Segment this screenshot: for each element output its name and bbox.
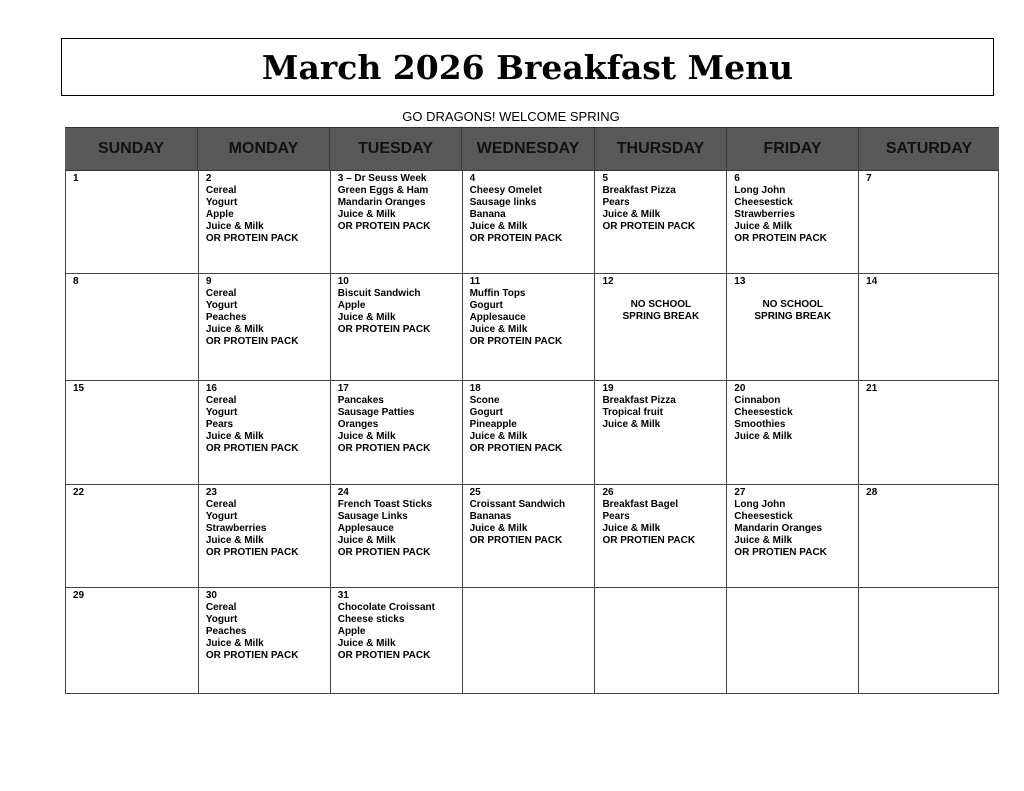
calendar-day-cell: [859, 381, 999, 484]
day-number: 10: [337, 276, 349, 287]
menu-item: Juice & Milk: [734, 535, 793, 546]
menu-item: OR PROTEIN PACK: [337, 221, 431, 232]
menu-item: OR PROTIEN PACK: [734, 547, 827, 558]
menu-item: Juice & Milk: [337, 312, 396, 323]
day-number: 14: [866, 276, 878, 287]
menu-item: Cheesestick: [734, 511, 793, 522]
weekday-header-wednesday: WEDNESDAY: [462, 128, 595, 170]
calendar-week-row: [66, 171, 999, 274]
menu-item: Juice & Milk: [734, 431, 793, 442]
menu-item: OR PROTIEN PACK: [205, 650, 299, 661]
menu-item: Croissant Sandwich: [469, 499, 566, 510]
menu-item: OR PROTIEN PACK: [205, 547, 299, 558]
weekday-header-row: [65, 127, 999, 171]
menu-item: Juice & Milk: [469, 523, 528, 534]
weekday-header-monday: MONDAY: [198, 128, 330, 170]
calendar-day-cell: [199, 171, 331, 273]
day-notice: SPRING BREAK: [622, 311, 700, 322]
menu-item: OR PROTEIN PACK: [469, 336, 563, 347]
calendar-day-cell: [66, 588, 199, 693]
menu-item: Yogurt: [205, 511, 238, 522]
menu-item: Cereal: [205, 185, 237, 196]
menu-item: Juice & Milk: [469, 431, 528, 442]
calendar-week-row: [66, 588, 999, 694]
weekday-header-friday: FRIDAY: [727, 128, 859, 170]
calendar-day-cell: [331, 588, 463, 693]
weekday-header-thursday: THURSDAY: [595, 128, 727, 170]
menu-item: Pears: [205, 419, 234, 430]
calendar-day-cell: [595, 274, 727, 380]
menu-item: Gogurt: [469, 300, 503, 311]
menu-item: Long John: [734, 499, 786, 510]
day-number: 1: [73, 173, 79, 184]
menu-item: Oranges: [337, 419, 379, 430]
menu-item: Scone: [469, 395, 500, 406]
menu-item: Juice & Milk: [337, 638, 396, 649]
day-number: 6: [734, 173, 740, 184]
menu-item: Yogurt: [205, 407, 238, 418]
menu-item: Pears: [602, 511, 630, 522]
menu-item: Green Eggs & Ham: [337, 185, 429, 196]
calendar-day-cell: [66, 171, 199, 273]
day-notice: NO SCHOOL: [630, 299, 692, 310]
day-number: 27: [734, 487, 746, 498]
calendar-week-row: [66, 485, 999, 588]
menu-item: Breakfast Pizza: [602, 185, 676, 196]
calendar-day-cell: [859, 171, 999, 273]
menu-item: Smoothies: [734, 419, 786, 430]
menu-item: OR PROTIEN PACK: [337, 650, 431, 661]
menu-item: Biscuit Sandwich: [337, 288, 421, 299]
day-number: 5: [602, 173, 608, 184]
menu-item: Juice & Milk: [205, 324, 264, 335]
menu-item: Juice & Milk: [205, 221, 264, 232]
menu-item: Sausage links: [469, 197, 537, 208]
calendar-day-cell: [331, 171, 463, 273]
calendar-day-cell: [66, 381, 199, 484]
calendar-day-cell: [199, 274, 331, 380]
menu-item: Banana: [469, 209, 506, 220]
title-box: [61, 38, 994, 96]
calendar-day-cell: [727, 274, 859, 380]
day-number: 9: [205, 276, 212, 287]
menu-item: OR PROTEIN PACK: [205, 336, 299, 347]
day-number: 8: [73, 276, 79, 287]
menu-item: Juice & Milk: [602, 523, 661, 534]
menu-item: Bananas: [469, 511, 512, 522]
day-number: 2: [205, 173, 212, 184]
menu-item: Sausage Patties: [337, 407, 415, 418]
day-number: 13: [734, 276, 746, 287]
menu-item: Apple: [337, 626, 366, 637]
calendar-day-cell: [66, 485, 199, 587]
menu-item: Juice & Milk: [205, 431, 264, 442]
menu-item: Yogurt: [205, 614, 238, 625]
calendar-day-cell: [463, 274, 596, 380]
day-number: 7: [866, 173, 872, 184]
day-number: 26: [602, 487, 614, 498]
menu-item: OR PROTIEN PACK: [469, 443, 563, 454]
calendar-day-cell: [331, 485, 463, 587]
day-number: 30: [205, 590, 217, 601]
calendar-day-cell: [859, 485, 999, 587]
calendar-day-cell: [727, 588, 859, 693]
menu-item: OR PROTEIN PACK: [469, 233, 563, 244]
menu-item: Juice & Milk: [205, 535, 264, 546]
subtitle: GO DRAGONS! WELCOME SPRING: [402, 109, 620, 124]
calendar-day-cell: [463, 171, 596, 273]
menu-item: Mandarin Oranges: [337, 197, 426, 208]
calendar-day-cell: [595, 485, 727, 587]
day-number: 29: [73, 590, 85, 601]
day-number: 22: [73, 487, 85, 498]
menu-item: Applesauce: [469, 312, 526, 323]
calendar-day-cell: [331, 274, 463, 380]
menu-item: Juice & Milk: [337, 431, 396, 442]
day-number: 4: [469, 173, 476, 184]
menu-item: OR PROTIEN PACK: [602, 535, 696, 546]
calendar-day-cell: [727, 485, 859, 587]
calendar-day-cell: [66, 274, 199, 380]
menu-item: OR PROTIEN PACK: [205, 443, 299, 454]
menu-item: Juice & Milk: [469, 221, 528, 232]
menu-item: Pineapple: [469, 419, 517, 430]
menu-item: Cereal: [205, 395, 237, 406]
menu-item: Juice & Milk: [337, 209, 396, 220]
menu-item: OR PROTEIN PACK: [602, 221, 696, 232]
day-number: 21: [866, 383, 878, 394]
day-number: 16: [205, 383, 217, 394]
calendar-day-cell: [199, 588, 331, 693]
menu-item: Cheesy Omelet: [469, 185, 542, 196]
menu-item: Breakfast Bagel: [602, 499, 679, 510]
menu-item: Cheesestick: [734, 197, 793, 208]
menu-item: Sausage Links: [337, 511, 408, 522]
day-number: 25: [469, 487, 481, 498]
day-number: 15: [73, 383, 85, 394]
calendar-week-row: [66, 381, 999, 485]
day-number: 20: [734, 383, 746, 394]
menu-item: Juice & Milk: [734, 221, 793, 232]
menu-item: OR PROTEIN PACK: [205, 233, 299, 244]
day-number: 24: [337, 487, 349, 498]
menu-item: Juice & Milk: [337, 535, 396, 546]
menu-item: Strawberries: [205, 523, 267, 534]
menu-item: Cereal: [205, 499, 237, 510]
menu-item: Apple: [337, 300, 366, 311]
menu-item: Pancakes: [337, 395, 384, 406]
calendar-day-cell: [595, 588, 727, 693]
menu-item: Cheese sticks: [337, 614, 405, 625]
day-number: 19: [602, 383, 614, 394]
calendar-week-row: [66, 274, 999, 381]
menu-item: Apple: [205, 209, 234, 220]
menu-item: OR PROTIEN PACK: [469, 535, 563, 546]
calendar-day-cell: [199, 381, 331, 484]
menu-item: OR PROTEIN PACK: [337, 324, 431, 335]
page-title: March 2026 Breakfast Menu: [261, 47, 794, 87]
day-number: 23: [205, 487, 217, 498]
calendar-day-cell: [727, 171, 859, 273]
menu-item: Peaches: [205, 626, 247, 637]
calendar-day-cell: [463, 381, 596, 484]
calendar-day-cell: [859, 588, 999, 693]
menu-item: Long John: [734, 185, 786, 196]
calendar-day-cell: [727, 381, 859, 484]
weekday-header-tuesday: TUESDAY: [330, 128, 462, 170]
calendar-day-cell: [595, 171, 727, 273]
menu-item: Juice & Milk: [205, 638, 264, 649]
calendar-day-cell: [331, 381, 463, 484]
menu-item: OR PROTIEN PACK: [337, 547, 431, 558]
day-number: 11: [469, 276, 481, 287]
menu-item: Muffin Tops: [469, 288, 526, 299]
menu-item: Yogurt: [205, 300, 238, 311]
menu-item: Tropical fruit: [602, 407, 663, 418]
day-number: 12: [602, 276, 614, 287]
menu-item: Yogurt: [205, 197, 238, 208]
menu-item: Pears: [602, 197, 630, 208]
calendar-day-cell: [595, 381, 727, 484]
menu-item: Cereal: [205, 602, 237, 613]
calendar-day-cell: [463, 485, 596, 587]
calendar-day-cell: [199, 485, 331, 587]
weekday-header-sunday: SUNDAY: [65, 128, 198, 170]
menu-item: OR PROTIEN PACK: [337, 443, 431, 454]
menu-item: Juice & Milk: [469, 324, 528, 335]
menu-item: Strawberries: [734, 209, 795, 220]
day-number: 18: [469, 383, 481, 394]
day-notice: NO SCHOOL: [762, 299, 823, 310]
calendar-day-cell: [463, 588, 596, 693]
day-notice: SPRING BREAK: [754, 311, 832, 322]
menu-item: Chocolate Croissant: [337, 602, 435, 613]
day-number: 17: [337, 383, 349, 394]
menu-item: Breakfast Pizza: [602, 395, 676, 406]
menu-item: Mandarin Oranges: [734, 523, 823, 534]
menu-item: French Toast Sticks: [337, 499, 433, 510]
menu-item: Cereal: [205, 288, 237, 299]
menu-item: Gogurt: [469, 407, 503, 418]
day-number: 3 – Dr Seuss Week: [337, 173, 427, 184]
calendar-grid: [65, 171, 999, 694]
day-number: 31: [337, 590, 349, 601]
menu-item: Cinnabon: [734, 395, 781, 406]
calendar-day-cell: [859, 274, 999, 380]
menu-item: Juice & Milk: [602, 419, 661, 430]
day-number: 28: [866, 487, 878, 498]
menu-item: OR PROTEIN PACK: [734, 233, 827, 244]
menu-item: Juice & Milk: [602, 209, 661, 220]
weekday-header-saturday: SATURDAY: [885, 140, 973, 157]
menu-item: Peaches: [205, 312, 247, 323]
menu-item: Applesauce: [337, 523, 394, 534]
menu-item: Cheesestick: [734, 407, 793, 418]
